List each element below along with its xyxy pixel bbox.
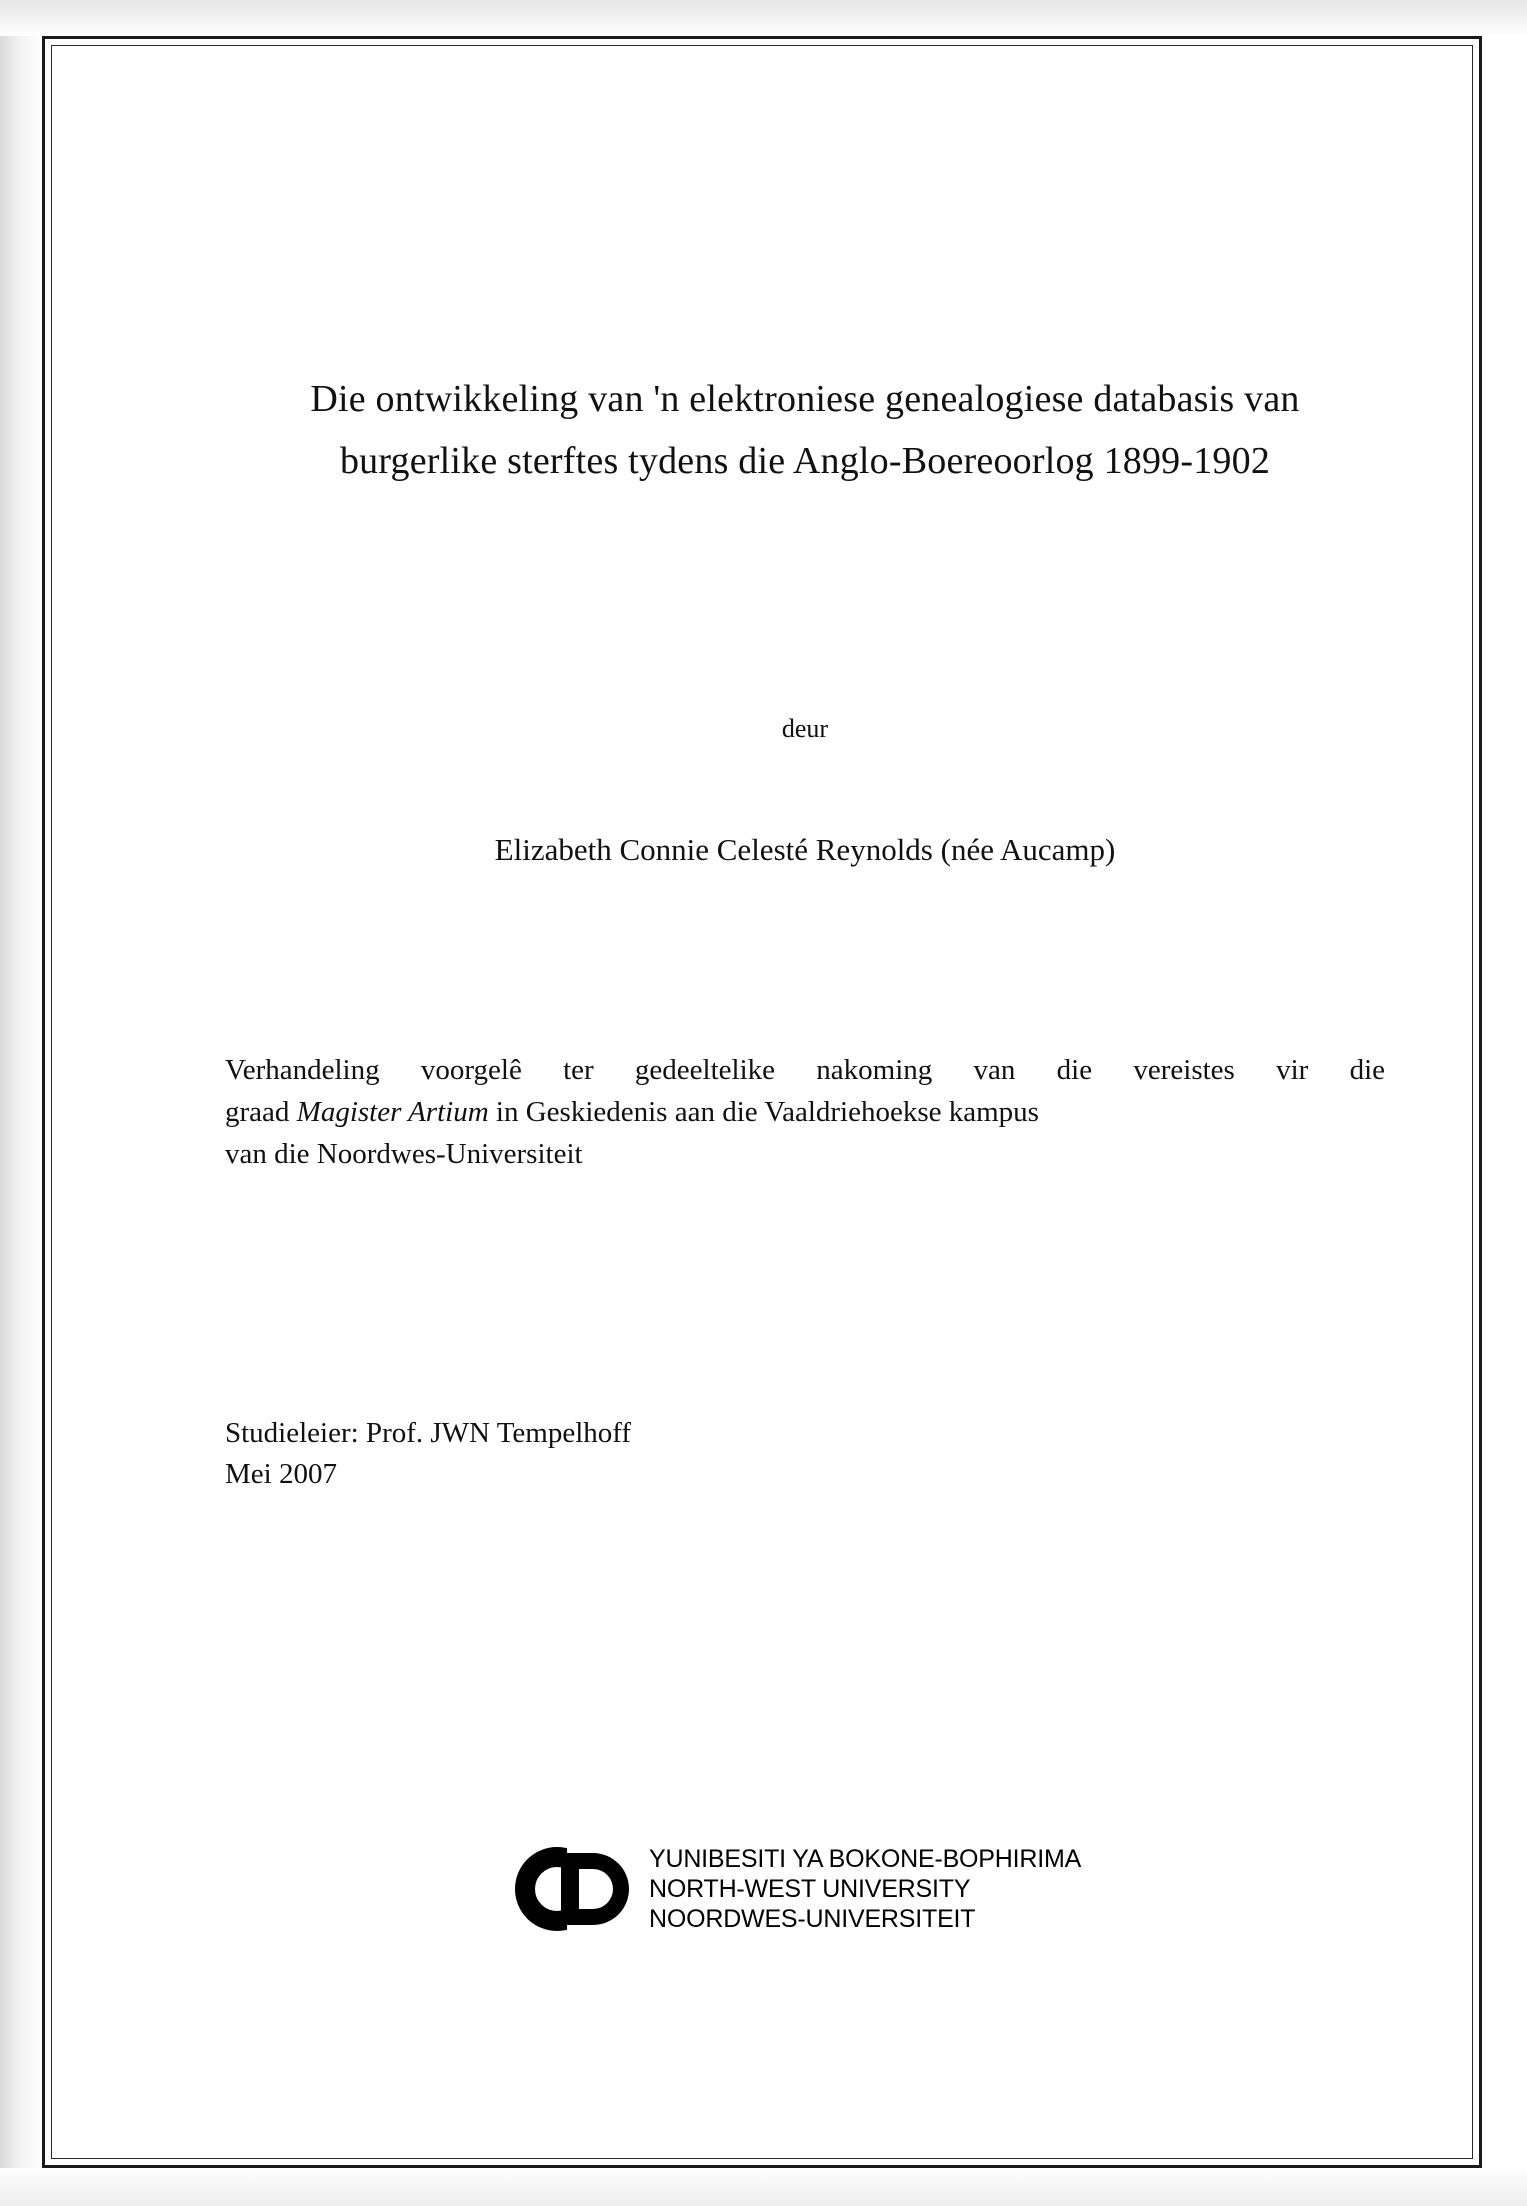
university-logo-text — [649, 1844, 1081, 1934]
degree-name-italic: Magister Artium — [296, 1095, 489, 1128]
degree-statement — [225, 1050, 1385, 1175]
supervisor-and-date — [225, 1413, 1385, 1494]
author-name: Elizabeth Connie Celesté Reynolds (née Aucamp) — [494, 832, 1116, 868]
logo-d-stem — [561, 1853, 579, 1925]
by-label: deur — [781, 714, 829, 744]
scan-edge-shadow-left — [0, 0, 42, 2206]
page-title — [225, 369, 1385, 492]
nwu-monogram-icon — [515, 1839, 635, 1939]
supervisor-line: Studieleier: Prof. JWN Tempelhoff — [225, 1417, 632, 1450]
logo-text-line-2: NORTH-WEST UNIVERSITY — [649, 1875, 971, 1903]
degree-statement-line-2-post: in Geskiedenis aan die Vaaldriehoekse kampus — [488, 1095, 1039, 1128]
title-page-content — [225, 369, 1385, 1495]
scan-edge-shadow-bottom — [0, 2168, 1527, 2206]
degree-statement-line-3: van die Noordwes-Universiteit — [225, 1137, 583, 1170]
logo-text-line-3: NOORDWES-UNIVERSITEIT — [649, 1905, 976, 1933]
scan-edge-shadow-top — [0, 0, 1527, 36]
degree-statement-line-1: Verhandeling voorgelê ter gedeeltelike nakoming van die vereistes vir die — [225, 1054, 1385, 1087]
title-line-2: burgerlike sterftes tydens die Anglo-Boereoorlog 1899-1902 — [339, 439, 1271, 482]
university-logo — [515, 1839, 1155, 1939]
degree-statement-line-2 — [225, 1092, 1385, 1134]
degree-statement-line-2-pre: graad — [225, 1095, 297, 1128]
logo-text-line-1: YUNIBESITI YA BOKONE-BOPHIRIMA — [649, 1845, 1082, 1873]
page-border-frame — [42, 36, 1482, 2168]
date-line: Mei 2007 — [225, 1457, 337, 1490]
title-line-1: Die ontwikkeling van 'n elektroniese genealogiese databasis van — [310, 378, 1300, 420]
